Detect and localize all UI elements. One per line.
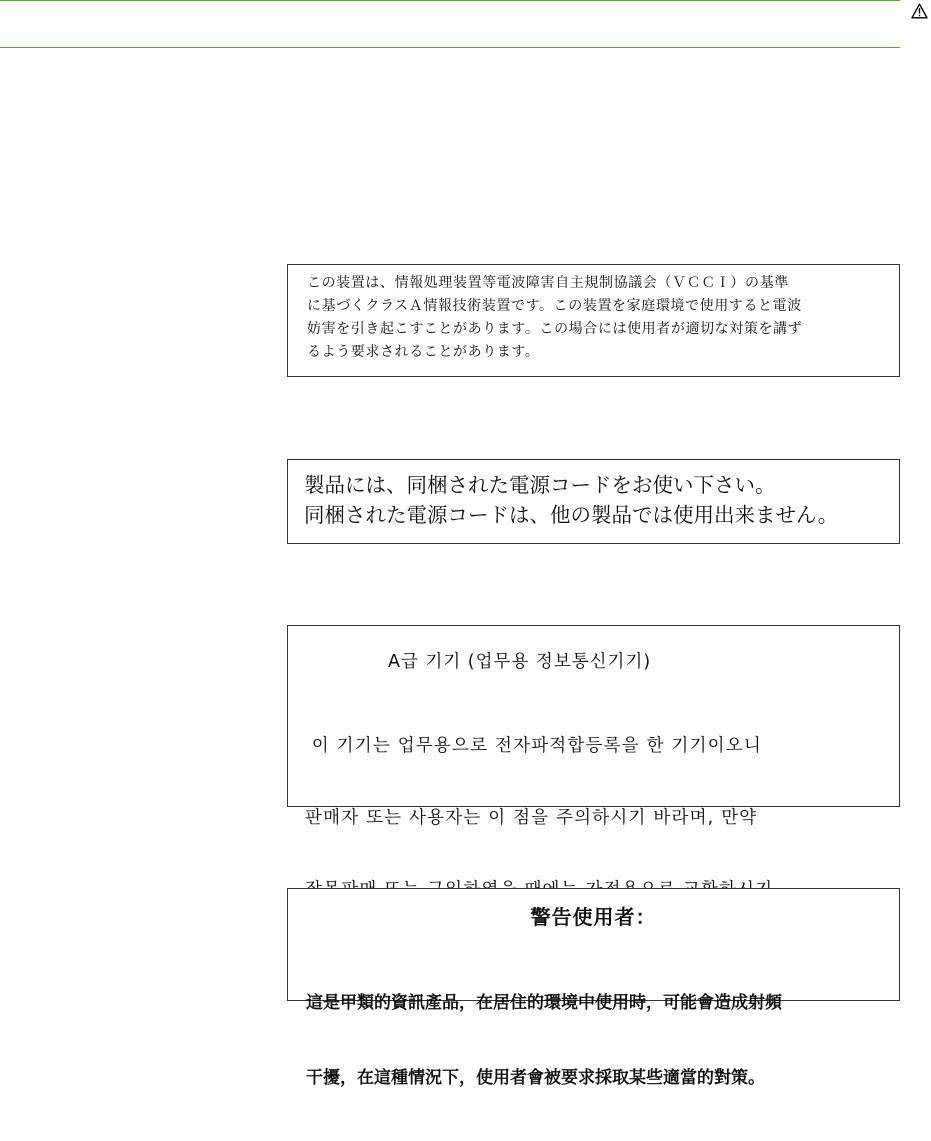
power-cord-notice-box [287,459,900,544]
taiwan-notice-title: 警告使用者： [530,905,657,929]
top-rule [0,0,900,1]
header-rule [0,47,900,48]
vcci-line-4: るよう要求されることがあります。 [307,344,540,360]
vcci-line-1: この装置は、情報処理装置等電波障害自主規制協議会（ＶＣＣＩ）の基準 [307,275,789,291]
korea-notice-title: A급 기기 (업무용 정보통신기기) [388,652,652,672]
korea-line-2: 판매자 또는 사용자는 이 점을 주의하시기 바라며, 만약 [305,808,758,828]
power-cord-line-2: 同梱された電源コードは、他の製品では使用出来ません。 [304,503,839,527]
taiwan-notice-body [306,941,782,1141]
power-cord-line-1: 製品には、同梱された電源コードをお使い下さい。 [304,473,776,497]
taiwan-line-1: 這是甲類的資訊產品，在居住的環境中使用時，可能會造成射頻 [306,993,782,1013]
korea-notice-box [287,625,900,828]
vcci-line-3: 妨害を引き起こすことがあります。この場合には使用者が適切な対策を講ず [307,321,803,337]
vcci-notice-box [287,264,900,377]
taiwan-notice-box [287,888,900,1088]
vcci-line-2: に基づくクラスＡ情報技術装置です。この装置を家庭環境で使用すると電波 [307,298,802,314]
taiwan-line-2: 干擾，在這種情況下，使用者會被要求採取某些適當的對策。 [306,1068,765,1088]
warning-icon [911,3,928,19]
korea-line-1: 이 기기는 업무용으로 전자파적합등록을 한 기기이오니 [305,736,762,756]
